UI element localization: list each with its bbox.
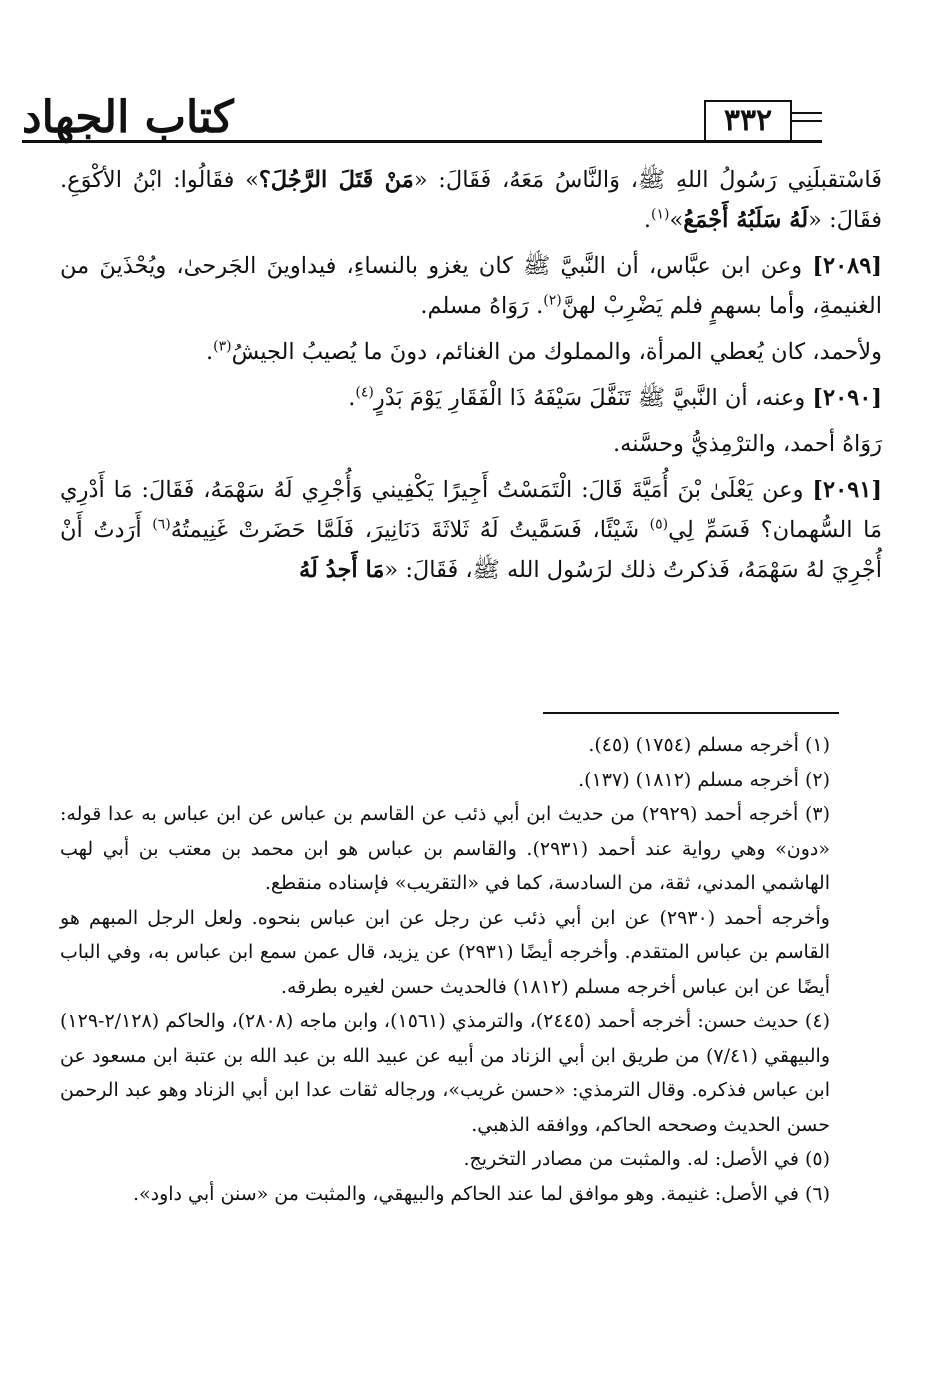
hadith-2090 xyxy=(60,378,882,418)
quote-bold: مَا أَجدُ لَهُ xyxy=(298,557,385,583)
hadith-text: وعن يَعْلَىٰ بْنَ أُمَيَّةَ قَالَ: الْتَمَسْتُ أَجِيرًا يَكْفِيني وَأُجْرِي لَهُ سَهْمَهُ، فَقَالَ: مَا أَدْرِي مَا السُّهمان؟ فَسَمِّ لِي xyxy=(60,477,882,543)
text-span: . رَوَاهُ مسلم. xyxy=(420,293,544,319)
hadith-text: ولأحمد، كان يُعطي المرأة، والمملوك من الغنائم، دونَ ما يُصيبُ الجيشُ xyxy=(231,339,882,365)
header-rule-ornament xyxy=(792,112,822,114)
book-title: كتاب الجهاد xyxy=(22,92,234,143)
hadith-text: وعن ابن عبَّاس، أن النَّبيَّ ﷺ كان يغزو بالنساءِ، فيداوينَ الجَرحىٰ، ويُحْذَينَ من الغنيمةِ، وأما بسهمٍ فلم يَضْرِبْ لهنَّ xyxy=(60,253,882,319)
hadith-2090-reference: رَوَاهُ أحمد، والترْمِذيُّ وحسَّنه. xyxy=(613,431,882,457)
text-span: . xyxy=(643,207,652,233)
text-span: فَاسْتقبلَنِي رَسُولُ اللهِ ﷺ، وَالنَّاسُ مَعَهُ، فَقَالَ: « xyxy=(413,167,882,193)
hadith-text: وعنه، أن النَّبيَّ ﷺ تَنَفَّلَ سَيْفَهُ ذَا الْفَقَارِ يَوْمَ بَدْرٍ xyxy=(373,385,813,411)
main-text xyxy=(60,160,882,596)
quote-bold: مَنْ قَتَلَ الرَّجُلَ؟ xyxy=(258,167,414,193)
footnote-1: (١) أخرجه مسلم (١٧٥٤) (٤٥). xyxy=(588,734,830,756)
footnote-ref: (٣) xyxy=(213,338,232,355)
header-rule-ornament xyxy=(792,120,822,122)
paragraph-continuation xyxy=(60,160,882,240)
text-span: . xyxy=(348,385,356,411)
footnote-ref: (١) xyxy=(651,206,670,223)
footnote-separator xyxy=(543,712,839,714)
hadith-text: أَرَدتُ أَنْ أُجْرِيَ لهُ سَهْمَهُ، فَذكرتُ ذلك لرَسُول الله ﷺ، فَقَالَ: « xyxy=(60,517,882,583)
text-span: . xyxy=(205,339,214,365)
header-rule xyxy=(22,140,822,143)
page-number: ٣٣٢ xyxy=(704,100,792,142)
hadith-2091 xyxy=(60,470,882,590)
footnotes xyxy=(60,728,850,1211)
footnote-2: (٢) أخرجه مسلم (١٨١٢) (١٣٧). xyxy=(578,768,830,791)
footnote-ref: (٤) xyxy=(355,384,374,401)
hadith-2089 xyxy=(60,246,882,326)
text-span: » فقَالُوا: ابْنُ الأكْوَعِ. فقَالَ: « xyxy=(60,167,882,233)
footnote-4: (٤) حديث حسن: أخرجه أحمد (٢٤٤٥)، والترمذي (١٥٦١)، وابن ماجه (٢٨٠٨)، والحاكم (٢/١٢٨-١٢٩) والبيهقي (٧/٤١) من طريق ابن أبي الزناد من أبيه عن عبيد الله بن عبد الله بن عتبة ابن مسعود عن ابن عباس فذكره. وقال الترمذي: «حسن غريب»، ورجاله ثقات عدا ابن أبي الزناد وهو عبد الرحمن حسن الحديث وصححه الحاكم، ووافقه الذهبي. xyxy=(60,1010,830,1136)
footnote-ref: (٢) xyxy=(543,292,562,309)
text-span: » xyxy=(669,207,684,233)
footnote-5: (٥) في الأصل: له. والمثبت من مصادر التخريج. xyxy=(463,1148,830,1170)
quote-bold: لَهُ سَلَبُهُ أَجْمَعُ xyxy=(683,207,809,233)
hadith-number: [٢٠٩٠] xyxy=(812,385,882,411)
hadith-text: شَيْئًا، فَسَمَّيتُ لَهُ ثَلاثَةَ دَنَانِيرَ، فَلَمَّا حَضَرتْ غَنِيمتُهُ xyxy=(170,517,650,543)
footnote-3-continued: وأخرجه أحمد (٢٩٣٠) عن ابن أبي ذئب عن رجل عن ابن عباس بنحوه. ولعل الرجل المبهم هو القاسم بن عباس المتقدم. وأخرجه أيضًا (٢٩٣١) عن يزيد، قال عمن سمع ابن عباس به، وفي الباب أيضًا عن ابن عباس أخرجه مسلم (١٨١٢) فالحديث حسن لغيره بطرقه. xyxy=(60,906,830,998)
ahmad-narration xyxy=(60,332,882,372)
footnote-ref: (٥) xyxy=(649,516,669,533)
page-header xyxy=(22,92,822,152)
footnote-6: (٦) في الأصل: غنيمة. وهو موافق لما عند الحاكم والبيهقي، والمثبت من «سنن أبي داود». xyxy=(132,1182,830,1205)
hadith-number: [٢٠٩١] xyxy=(812,477,882,503)
footnote-ref: (٦) xyxy=(152,516,171,533)
footnote-3: (٣) أخرجه أحمد (٢٩٢٩) من حديث ابن أبي ذئب عن القاسم بن عباس عن ابن عباس به عدا قوله: «دون» وهي رواية عند أحمد (٢٩٣١). والقاسم بن عباس هو ابن محمد بن معتب بن أبي لهب الهاشمي المدني، ثقة، من السادسة، كما في «التقريب» فإسناده منقطع. xyxy=(60,803,830,894)
hadith-number: [٢٠٨٩] xyxy=(812,253,882,279)
